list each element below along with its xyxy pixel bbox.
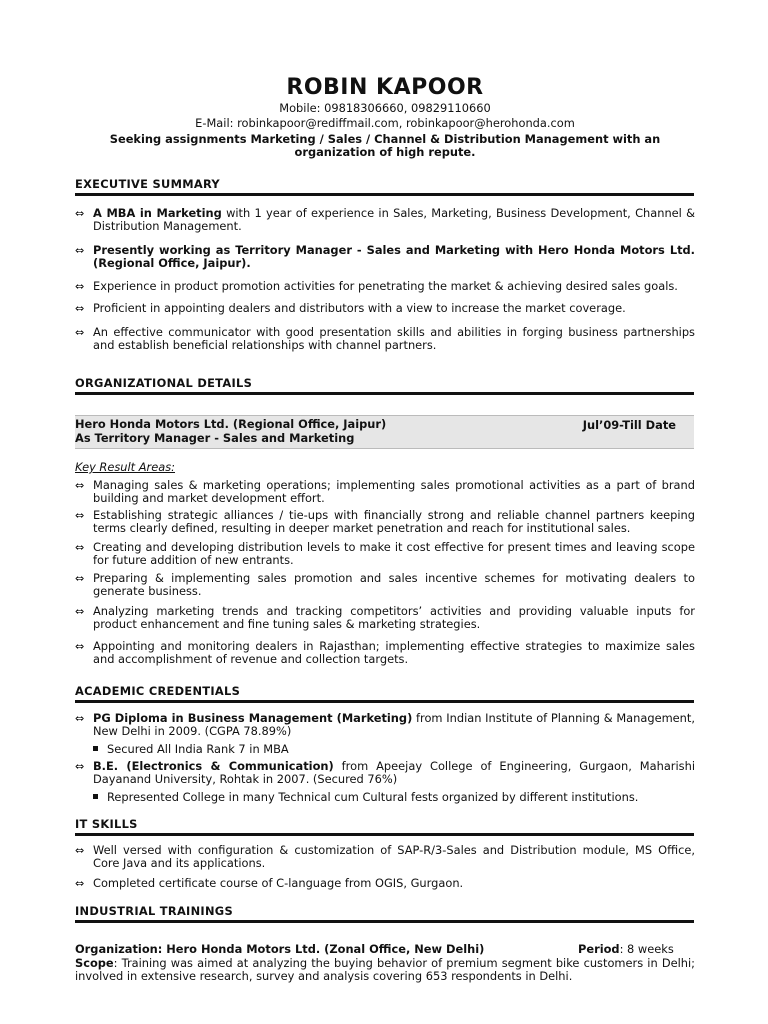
section-divider	[75, 920, 694, 923]
skill-item	[75, 844, 695, 870]
skill-item-text: Well versed with configuration & customization of SAP-R/3-Sales and Distribution module, MS Office, Core Java and its applications.	[93, 843, 695, 871]
objective-line-1: Seeking assignments Marketing / Sales / Channel & Distribution Management with an	[109, 132, 661, 146]
organization-value: Hero Honda Motors Ltd. (Zonal Office, New Delhi)	[162, 942, 485, 956]
skill-item-text: Completed certificate course of C-language from OGIS, Gurgaon.	[93, 876, 464, 890]
summary-item-text: Experience in product promotion activities for penetrating the market & achieving desired sales goals.	[93, 279, 678, 293]
summary-item	[75, 326, 695, 352]
kra-item-text: Managing sales & marketing operations; implementing sales promotional activities as a part of brand building and market development effort.	[93, 478, 695, 506]
education-item	[75, 760, 695, 786]
section-title-industrial-trainings: INDUSTRIAL TRAININGS	[75, 904, 233, 918]
summary-item	[75, 244, 695, 270]
double-arrow-icon: ⇔	[75, 760, 85, 773]
double-arrow-icon: ⇔	[75, 280, 85, 293]
scope-text: : Training was aimed at analyzing the buying behavior of premium segment bike customers in Delhi; involved in extensive research, survey and analysis covering 653 respondents in Delhi.	[75, 956, 695, 984]
training-organization	[75, 943, 695, 956]
kra-item-text: Appointing and monitoring dealers in Rajasthan; implementing effective strategies to maximize sales and accomplishment of revenue and collection targets.	[93, 639, 695, 667]
summary-item	[75, 280, 695, 293]
section-title-academic-credentials: ACADEMIC CREDENTIALS	[75, 684, 241, 698]
summary-item-text: with 1 year of experience in Sales, Marketing, Business Development, Channel & Distribution Management.	[93, 206, 695, 234]
company-name: Hero Honda Motors Ltd. (Regional Office, Jaipur)	[75, 417, 387, 431]
double-arrow-icon: ⇔	[75, 479, 85, 492]
skill-item	[75, 877, 695, 890]
kra-item-text: Establishing strategic alliances / tie-ups with financially strong and reliable channel partners keeping terms clearly defined, resulting in deeper market penetration and reach for institutional sales.	[93, 508, 695, 536]
kra-item-text: Creating and developing distribution levels to make it cost effective for present times and leaving scope for future addition of new entrants.	[93, 540, 695, 568]
section-divider	[75, 193, 694, 196]
kra-item-text: Analyzing marketing trends and tracking competitors’ activities and providing valuable inputs for product enhancement and fine tuning sales & marketing strategies.	[93, 604, 695, 632]
double-arrow-icon: ⇔	[75, 605, 85, 618]
summary-item-text: An effective communicator with good presentation skills and abilities in forging business partnerships and establish beneficial relationships with channel partners.	[93, 325, 695, 353]
degree-name: B.E. (Electronics & Communication)	[93, 759, 334, 773]
double-arrow-icon: ⇔	[75, 541, 85, 554]
objective-statement	[75, 133, 695, 159]
education-sub-item	[93, 791, 695, 804]
kra-item-text: Preparing & implementing sales promotion and sales incentive schemes for motivating dealers to generate business.	[93, 571, 695, 599]
double-arrow-icon: ⇔	[75, 844, 85, 857]
email-line: E-Mail: robinkapoor@rediffmail.com, robinkapoor@herohonda.com	[195, 116, 575, 130]
double-arrow-icon: ⇔	[75, 302, 85, 315]
candidate-name: ROBIN KAPOOR	[286, 75, 484, 100]
mobile-line: Mobile: 09818306660, 09829110660	[279, 101, 491, 115]
kra-item	[75, 572, 695, 598]
education-sub-item-text: Secured All India Rank 7 in MBA	[107, 742, 289, 756]
kra-item	[75, 640, 695, 666]
employer-header	[75, 415, 694, 449]
double-arrow-icon: ⇔	[75, 326, 85, 339]
objective-line-2: organization of high repute.	[294, 145, 476, 160]
period-value: : 8 weeks	[619, 942, 674, 956]
period-label: Period	[578, 942, 620, 956]
education-item	[75, 712, 695, 738]
double-arrow-icon: ⇔	[75, 572, 85, 585]
section-divider	[75, 700, 694, 703]
degree-details: from Indian Institute of Planning & Management, New Delhi in 2009. (CGPA 78.89%)	[93, 711, 695, 739]
kra-item	[75, 509, 695, 535]
training-period	[578, 943, 674, 956]
square-bullet-icon	[93, 746, 98, 751]
section-title-organizational-details: ORGANIZATIONAL DETAILS	[75, 376, 253, 390]
section-divider	[75, 392, 694, 395]
summary-item	[75, 207, 695, 233]
summary-item-bold: Presently working as Territory Manager - Sales and Marketing with Hero Honda Motors Ltd. (Regional Office, Jaipur).	[93, 243, 695, 271]
employment-period: Jul’09-Till Date	[582, 418, 676, 432]
training-scope	[75, 957, 695, 983]
organization-label: Organization:	[75, 942, 163, 956]
key-result-areas-label: Key Result Areas:	[75, 460, 175, 474]
double-arrow-icon: ⇔	[75, 877, 85, 890]
square-bullet-icon	[93, 794, 98, 799]
double-arrow-icon: ⇔	[75, 207, 85, 220]
kra-item	[75, 541, 695, 567]
kra-item	[75, 479, 695, 505]
summary-item-text: Proficient in appointing dealers and distributors with a view to increase the market coverage.	[93, 301, 626, 315]
section-title-executive-summary: EXECUTIVE SUMMARY	[75, 177, 220, 191]
double-arrow-icon: ⇔	[75, 509, 85, 522]
education-sub-item-text: Represented College in many Technical cum Cultural fests organized by different institutions.	[107, 790, 639, 804]
degree-details: from Apeejay College of Engineering, Gurgaon, Maharishi Dayanand University, Rohtak in 2007. (Secured 76%)	[93, 759, 695, 787]
double-arrow-icon: ⇔	[75, 712, 85, 725]
job-role: As Territory Manager - Sales and Marketing	[75, 431, 355, 445]
section-divider	[75, 833, 694, 836]
section-title-it-skills: IT SKILLS	[75, 817, 138, 831]
degree-name: PG Diploma in Business Management (Marketing)	[93, 711, 413, 725]
double-arrow-icon: ⇔	[75, 640, 85, 653]
scope-label: Scope	[75, 956, 114, 970]
kra-item	[75, 605, 695, 631]
double-arrow-icon: ⇔	[75, 244, 85, 257]
summary-item-bold: A MBA in Marketing	[93, 206, 222, 220]
summary-item	[75, 302, 695, 315]
education-sub-item	[93, 743, 695, 756]
